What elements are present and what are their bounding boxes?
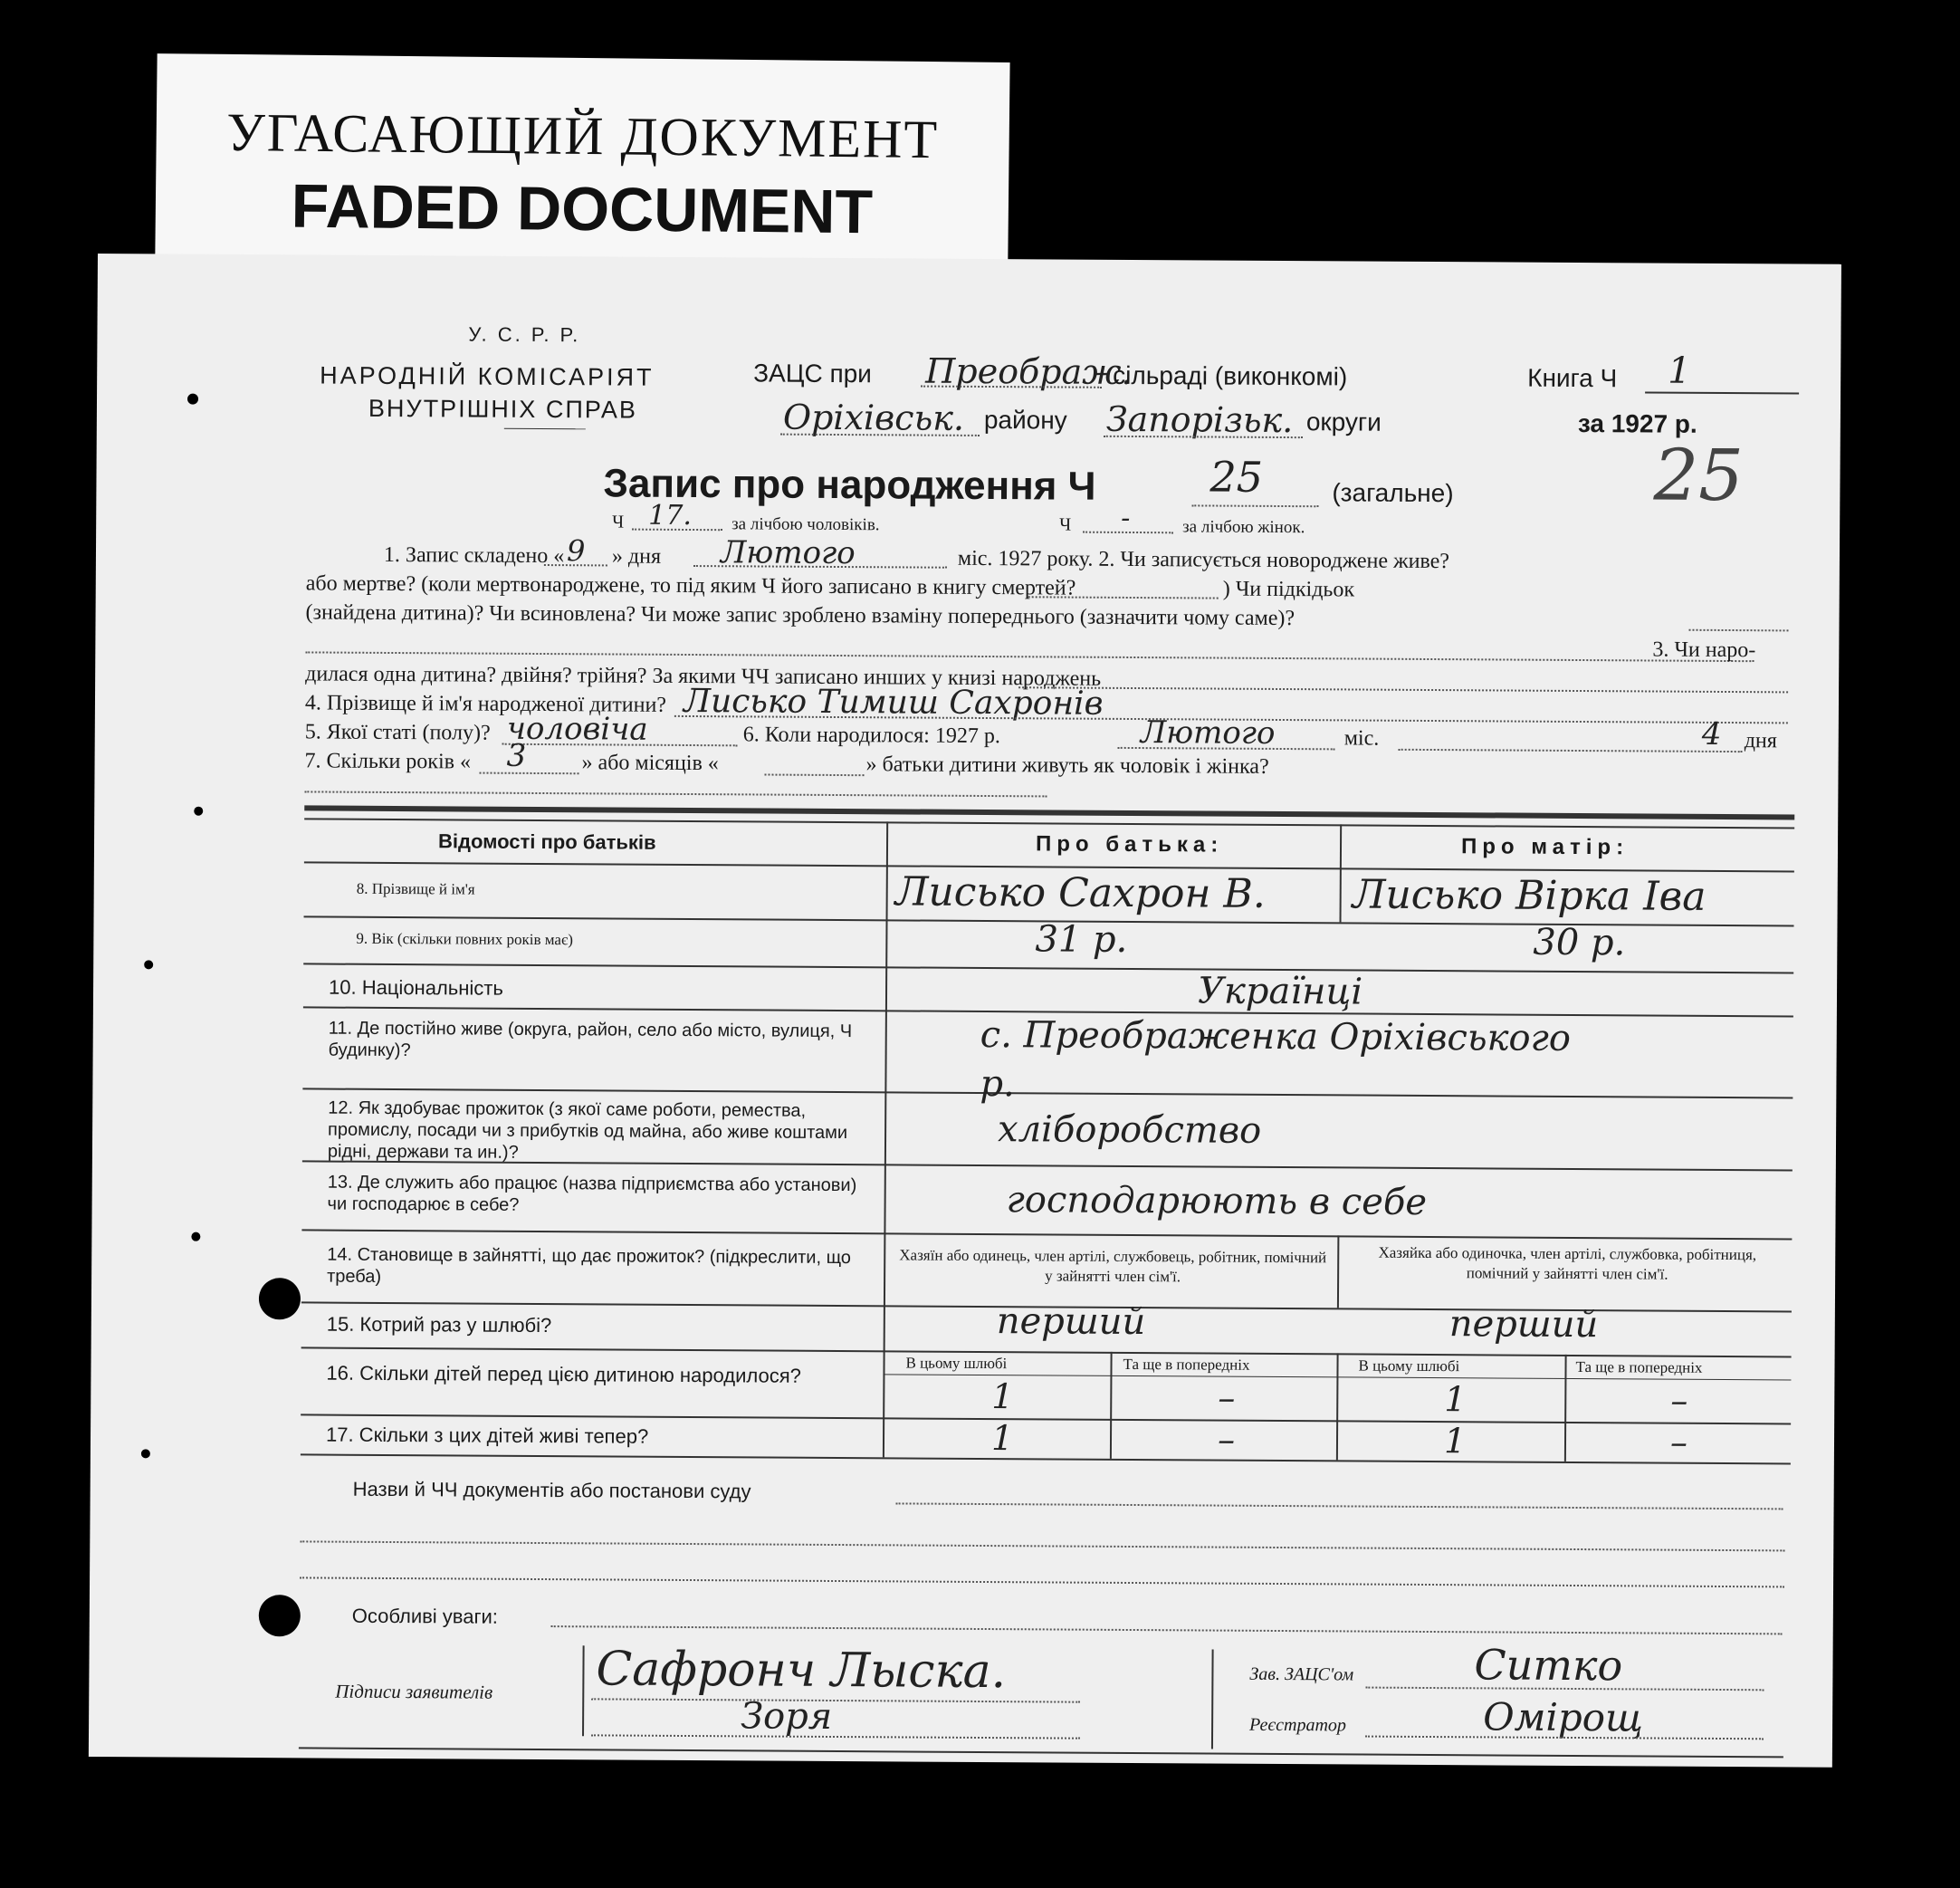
subheader-previous: Та ще в попередніх bbox=[1123, 1355, 1250, 1374]
subheader-this-marriage: В цьому шлюбі bbox=[905, 1354, 1008, 1373]
applicant-signature-2: Зоря bbox=[741, 1695, 833, 1738]
mother-marriage-count: перший bbox=[1448, 1303, 1599, 1347]
father-marriage-count: перший bbox=[996, 1300, 1146, 1344]
record-number: 25 bbox=[1209, 452, 1264, 502]
registrar-label: Реєстратор bbox=[1249, 1714, 1347, 1736]
ministry-line-1: НАРОДНІЙ КОМІСАРІЯТ bbox=[320, 361, 655, 391]
table-header-mother: Про матір: bbox=[1460, 834, 1630, 860]
children-alive-value: 1 bbox=[1443, 1421, 1467, 1462]
father-employment-options: Хазяїн або одинець, член артілі, службовець, робітник, помічний у зайнятті член сім'ї. bbox=[899, 1246, 1327, 1286]
birth-day-value: 4 bbox=[1701, 715, 1722, 752]
ussr-header: У. С. Р. Р. bbox=[468, 322, 581, 347]
mother-employment-options: Хазяйка або одиночка, член артілі, службовка, робітниця, помічний у зайнятті член сім'ї. bbox=[1378, 1243, 1757, 1283]
district-label: району bbox=[983, 405, 1067, 435]
children-born-value: – bbox=[1218, 1377, 1236, 1418]
mother-age: 30 р. bbox=[1533, 921, 1626, 964]
table-row-label: 11. Де постійно живе (округа, район, село або місто, вулиця, Ч будинку)? bbox=[328, 1018, 853, 1061]
years-married-value: 3 bbox=[506, 737, 527, 774]
birth-month-value: Лютого bbox=[1140, 714, 1276, 752]
record-day: 9 bbox=[566, 533, 586, 569]
registrar-signature: Омірощ bbox=[1483, 1694, 1644, 1740]
label-russian: УГАСАЮЩИЙ ДОКУМЕНТ bbox=[226, 101, 940, 170]
punch-hole bbox=[144, 960, 153, 969]
table-header-info: Відомості про батьків bbox=[437, 829, 656, 854]
punch-hole bbox=[259, 1278, 301, 1319]
father-name: Лисько Сахрон В. bbox=[894, 868, 1266, 917]
mother-name: Лисько Вірка Іва bbox=[1352, 871, 1707, 920]
label-english: FADED DOCUMENT bbox=[291, 171, 874, 247]
book-number: 1 bbox=[1668, 350, 1691, 392]
table-header-father: Про батька: bbox=[1035, 831, 1224, 858]
book-label: Книга Ч bbox=[1527, 363, 1618, 393]
punch-hole bbox=[194, 807, 203, 816]
table-row-label: 9. Вік (скільки повних років має) bbox=[356, 929, 574, 949]
father-age: 31 р. bbox=[1035, 918, 1128, 961]
district-value: Оріхівськ. bbox=[782, 397, 965, 438]
children-alive-value: 1 bbox=[990, 1418, 1014, 1459]
child-name-value: Лисько Тимиш Сахронів bbox=[683, 682, 1104, 723]
subheader-this-marriage: В цьому шлюбі bbox=[1358, 1356, 1460, 1375]
punch-hole bbox=[259, 1595, 301, 1636]
punch-hole bbox=[141, 1449, 150, 1458]
residence-value: с. Преображенка Оріхівського р. bbox=[980, 1013, 1572, 1106]
table-row-label: 15. Котрий раз у шлюбі? bbox=[326, 1312, 552, 1337]
punch-hole bbox=[187, 394, 198, 405]
nationality-value: Українці bbox=[1197, 970, 1363, 1013]
birth-date-label: 6. Коли народилося: 1927 р. bbox=[742, 723, 1000, 749]
table-row-label: 13. Де служить або працює (назва підприємства або установи) чи господарює в себе? bbox=[327, 1172, 857, 1215]
child-name-label: 4. Прізвище й ім'я народженої дитини? bbox=[304, 691, 667, 717]
women-count-value: - bbox=[1121, 502, 1131, 534]
table-row-label: 10. Національність bbox=[328, 975, 503, 1000]
workplace-value: господарюють в себе bbox=[1006, 1179, 1428, 1223]
year-label: за 1927 р. bbox=[1577, 408, 1697, 438]
okrug-label: округи bbox=[1305, 407, 1382, 436]
table-row-label: 8. Прізвище й ім'я bbox=[356, 879, 475, 898]
zags-suffix: сільраді (виконкомі) bbox=[1113, 360, 1348, 391]
punch-hole bbox=[191, 1232, 200, 1241]
zags-village-value: Преображ. bbox=[925, 350, 1133, 392]
occupation-value: хліборобство bbox=[997, 1108, 1262, 1152]
notes-label: Особливі уваги: bbox=[351, 1604, 499, 1628]
men-count-value: 17. bbox=[648, 499, 693, 532]
okrug-value: Запорізьк. bbox=[1105, 398, 1294, 441]
children-born-value: – bbox=[1670, 1380, 1688, 1421]
sex-value: чоловіча bbox=[506, 710, 648, 748]
table-row-label: 12. Як здобуває прожиток (з якої саме роботи, ремества, промислу, посади чи з прибутків од майна, або живе коштами рідні, держави та ин.)? bbox=[327, 1097, 848, 1163]
sex-label: 5. Якої статі (полу)? bbox=[304, 720, 491, 745]
zags-prefix: ЗАЦС при bbox=[753, 359, 872, 388]
record-month: Лютого bbox=[720, 534, 856, 572]
applicant-signatures-label: Підписи заявителів bbox=[335, 1680, 493, 1703]
applicant-signature: Сафронч Лыска. bbox=[596, 1642, 1007, 1700]
table-row-label: 16. Скільки дітей перед цією дитиною народилося? bbox=[326, 1361, 802, 1387]
table-row-label: 17. Скільки з цих дітей живі тепер? bbox=[325, 1423, 649, 1448]
subheader-previous: Та ще в попередніх bbox=[1575, 1357, 1703, 1376]
zags-head-signature: Ситко bbox=[1474, 1640, 1623, 1691]
table-row-label: 14. Становище в зайнятті, що дає прожиток? (підкреслити, що треба) bbox=[327, 1244, 852, 1287]
margin-record-number: 25 bbox=[1653, 435, 1745, 518]
men-count-label: за лічбою чоловіків. bbox=[731, 514, 880, 535]
women-count-label: за лічбою жінок. bbox=[1182, 517, 1305, 538]
children-born-value: 1 bbox=[991, 1376, 1014, 1417]
record-title: Запис про народження Ч bbox=[603, 461, 1096, 509]
record-type: (загальне) bbox=[1332, 478, 1454, 508]
children-alive-value: – bbox=[1217, 1419, 1236, 1460]
zags-head-label: Зав. ЗАЦС'ом bbox=[1249, 1663, 1354, 1685]
documents-label: Назви й ЧЧ документів або постанови суду bbox=[352, 1477, 751, 1503]
children-alive-value: – bbox=[1669, 1422, 1688, 1462]
birth-record-form: У. С. Р. Р. НАРОДНІЙ КОМІСАРІЯТ ВНУТРІШНІХ СПРАВ ЗАЦС при Преображ. сільраді (виконкомі) Книга Ч 1 Оріхівськ. району Запорізьк. округи за 1927 р. 25 Запис про народження Ч 25 (загальне) Ч 17. за лічбою чоловіків. Ч - за лічбою жінок. 1. Запис складено « 9 » дня Лютого міс. 1927 року. 2. Чи записується новороджене живе? або мертве? (коли мертвонароджене, то під яким Ч його записано в книгу смертей? ) Чи підкідьок (знайдена дитина)? Чи всиновлена? Чи може запис зроблено взаміну попереднього (зазначити чому саме)? 3. Чи наро- дилася одна дитина? двійня? трійня? За якими ЧЧ записано инших у книзі народжень 4. Прізвище й ім'я народженої дитини? Лисько Тимиш Сахронів 5. Якої статі (полу)? чоловіча 6. Коли народилося: 1927 р. Лютого міс. 4 дня 7. Скільки років « 3 » або місяців « » батьки дитини живуть як чоловік і жінка? Відомості про батьків Про батька: Про матір: 8. Прізвище й ім'я Лисько Сахрон В. Лисько Вірка Іва 9. Вік (скільки повних років має) 31 р. 30 р. 10. Національність Українці 11. Де постійно живе (округа, район, село або місто, вулиця, Ч будинку)? с. Преображенка Оріхівського р. 12. Як здобуває прожиток (з якої саме роботи, ремества, промислу, посади чи з прибутків од майна, або живе коштами рідні, держави та ин.)? хліборобство 13. Де служить або працює (назва підприємства або установи) чи господарює в себе? господарюють в себе 14. Становище в зайнятті, що дає прожиток? (підкреслити, що треба) Хазяїн або одинець, член артілі, службовець, робітник, помічний у зайнятті член сім'ї. Хазяйка або одиночка, член артілі, службовка, робітниця, помічний у зайнятті член сім'ї. 15. Котрий раз у шлюбі? перший перший 16. Скільки дітей перед цією дитиною народилося? В цьому шлюбі Та ще в попередніх В цьому шлюбі Та ще в попередніх 1 – 1 – 17. Скільки з цих дітей живі тепер? 1 – 1 – Назви й ЧЧ документів або постанови суду Особливі уваги: Підписи заявителів Сафронч Лыска. Зоря Зав. ЗАЦС'ом Ситко Реєстратор Омірощ bbox=[89, 254, 1841, 1768]
children-born-value: 1 bbox=[1444, 1379, 1467, 1420]
ministry-line-2: ВНУТРІШНІХ СПРАВ bbox=[368, 394, 638, 424]
